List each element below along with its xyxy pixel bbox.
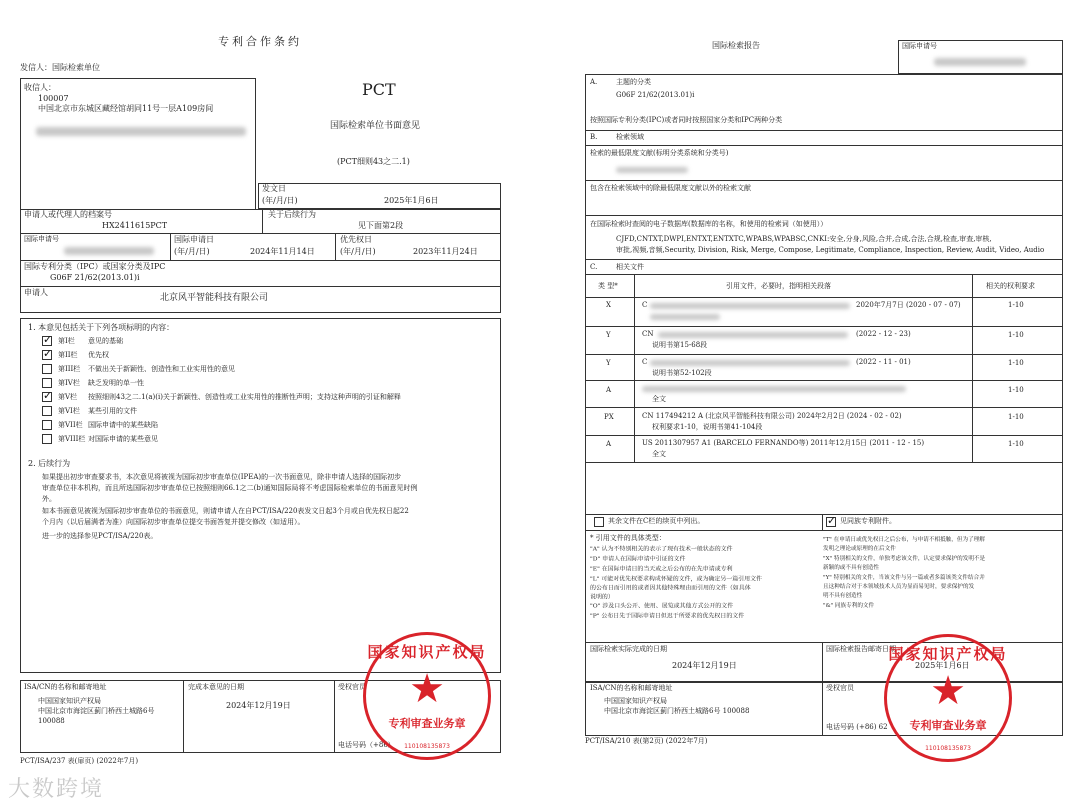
section-b-minimum: 检索的最低限度文献(标明分类系统和分类号) xyxy=(590,149,729,157)
item-code: 第III栏 xyxy=(58,365,81,373)
item-text: 国际申请中的某些缺陷 xyxy=(88,421,158,429)
item-code: 第VII栏 xyxy=(58,421,83,429)
isa-label: ISA/CN的名称和邮寄地址 xyxy=(24,683,107,691)
redacted-app-number xyxy=(64,247,154,255)
section-b-title: 检索领域 xyxy=(616,133,644,141)
other-documents-label: 其余文件在C栏的续页中列出。 xyxy=(608,517,705,525)
table-row-type: Y xyxy=(606,359,611,367)
redacted-app-number xyxy=(934,58,1026,66)
patent-family-checkbox[interactable]: ✓ xyxy=(827,514,837,527)
section-c: C. xyxy=(590,263,598,271)
intl-app-label: 国际申请号 xyxy=(24,235,59,243)
ipc-value: G06F 21/62(2013.01)i xyxy=(50,273,140,282)
redacted-recipient xyxy=(36,127,246,136)
report-title: 国际检索报告 xyxy=(712,41,760,50)
table-row-citation: C xyxy=(642,301,648,309)
checkbox-item-2[interactable]: ✓ xyxy=(43,347,53,360)
phone: 电话号码（+86） xyxy=(338,741,395,749)
intl-app-label: 国际申请号 xyxy=(902,42,937,50)
table-row-type: A xyxy=(606,440,612,448)
redacted-citation xyxy=(642,386,906,392)
item-code: 第VIII栏 xyxy=(58,435,86,443)
redacted-citation xyxy=(650,314,720,320)
table-row-type: PX xyxy=(604,413,614,421)
section-b-database: 在国际检索时查阅的电子数据库(数据库的名称，和使用的检索词（如使用）） xyxy=(590,220,828,228)
item-text: 不做出关于新颖性、创造性和工业实用性的意见 xyxy=(88,365,235,373)
done-date-value: 2024年12月19日 xyxy=(226,701,291,710)
item-code: 第V栏 xyxy=(58,393,78,401)
isa-line: 中国国家知识产权局 xyxy=(604,697,667,705)
table-row-type: A xyxy=(606,386,612,394)
section2-paragraph: 外。 xyxy=(42,495,56,503)
item-text: 按照细则43之二.1(a)(i)关于新颖性、创造性或工业实用性的推断性声明；支持这种声明的引证和解释 xyxy=(88,393,401,401)
table-row-passage: 说明书第52-102段 xyxy=(652,369,712,377)
section-a-title: 主题的分类 xyxy=(616,78,651,86)
intl-date-format: (年/月/日) xyxy=(174,247,210,256)
section2-paragraph: 如本书面意见被视为国际初步审查单位的书面意见，则请申请人在自PCT/ISA/220表发文日起3个月或自优先权日起22 xyxy=(42,507,409,515)
table-row-citation: (2022 - 11 - 01) xyxy=(856,358,911,366)
opinion-title: 国际检索单位书面意见 xyxy=(330,121,421,131)
section2-paragraph: 如果提出初步审查要求书，本次意见将被视为国际初步审查单位(IPEA)的一次书面意见，除非申请人选择的国际初步 xyxy=(42,473,402,481)
item-code: 第I栏 xyxy=(58,337,75,345)
note-right: "Y" 特别相关的文件，当该文件与另一篇或者多篇该类文件结合并 xyxy=(823,574,985,581)
item-text: 对国际申请的某些意见 xyxy=(88,435,158,443)
rule-ref: (PCT细则43之二.1) xyxy=(337,157,410,166)
other-documents-checkbox[interactable] xyxy=(594,517,604,527)
redacted-citation xyxy=(658,332,848,338)
item-code: 第VI栏 xyxy=(58,407,80,415)
table-row-passage: 说明书第15-68段 xyxy=(652,341,708,349)
table-row-passage: 全文 xyxy=(652,450,666,458)
redacted-classification xyxy=(616,167,688,173)
note-right: 明不具有创造性 xyxy=(823,592,863,599)
isa-label: ISA/CN的名称和邮寄地址 xyxy=(590,684,673,692)
column-claims: 相关的权利要求 xyxy=(986,282,1035,290)
ipc-label: 国际专利分类（IPC）或国家分类及IPC xyxy=(24,262,166,271)
section-b-terms: 审批,视频,音频,Security, Division, Risk, Merge, Compose, Legitimate, Compliance, Inspection, Review, Audit, Video, Audio xyxy=(616,246,1045,254)
table-row-citation: CN xyxy=(642,330,654,338)
intl-date-value: 2024年11月14日 xyxy=(250,247,315,256)
redacted-citation xyxy=(650,303,850,309)
notes-title: * 引用文件的具体类型： xyxy=(590,534,666,542)
note-right: "T" 在申请日或优先权日之后公布，与申请不相抵触，但为了理解 xyxy=(823,536,985,543)
checkbox-item-5[interactable]: ✓ xyxy=(43,389,53,402)
note-right: "X" 特别相关的文件，单独考虑该文件，认定要求保护的发明不是 xyxy=(823,555,986,562)
isa-line: 中国北京市海淀区蓟门桥西土城路6号 100088 xyxy=(604,707,750,715)
table-row-claims: 1-10 xyxy=(1008,359,1024,367)
section-a-note: 按照国际专利分类(IPC)或者同时按照国家分类和IPC两种分类 xyxy=(590,116,783,124)
mail-date-label: 国际检索报告邮寄日期 xyxy=(826,645,896,653)
section-b-other: 包含在检索领域中的除最低限度文献以外的检索文献 xyxy=(590,184,751,192)
isa-line: 中国北京市海淀区蓟门桥西土城路6号 xyxy=(38,707,155,715)
item-code: 第IV栏 xyxy=(58,379,80,387)
checkbox-item-7[interactable] xyxy=(42,420,52,430)
priority-format: (年/月/日) xyxy=(340,247,376,256)
send-date-format: (年/月/日) xyxy=(262,196,298,205)
checkbox-item-3[interactable] xyxy=(42,364,52,374)
priority-label: 优先权日 xyxy=(340,235,372,244)
page-title: 专利合作条约 xyxy=(218,35,302,48)
table-row-citation: US 2011307957 A1 (BARCELO FERNANDO等) 2011年12月15日 (2011 - 12 - 15) xyxy=(642,439,925,447)
table-row-type: X xyxy=(606,301,611,309)
sender: 发信人：国际检索单位 xyxy=(20,63,100,72)
section-a: A. xyxy=(590,78,598,86)
table-row-type: Y xyxy=(606,331,611,339)
column-citation: 引用文件，必要时，指明相关段落 xyxy=(726,282,831,290)
note-left: "D" 申请人在国际申请中引证的文件 xyxy=(590,555,686,562)
officer-label: 受权官员 xyxy=(826,684,854,692)
item-text: 意见的基础 xyxy=(88,337,123,345)
right-page xyxy=(540,0,1080,810)
section-a-ipc: G06F 21/62(2013.01)i xyxy=(616,91,695,99)
table-row-claims: 1-10 xyxy=(1008,386,1024,394)
table-row-passage: 全文 xyxy=(652,395,666,403)
isa-line: 中国国家知识产权局 xyxy=(38,697,101,705)
checkbox-item-4[interactable] xyxy=(42,378,52,388)
note-left: "O" 涉及口头公开、使用、展览或其他方式公开的文件 xyxy=(590,602,734,609)
priority-value: 2023年11月24日 xyxy=(413,247,478,256)
isa-line: 100088 xyxy=(38,717,65,725)
official-seal: 国家知识产权局 ★ 专利审查业务章 110108135873 xyxy=(363,632,491,760)
official-seal: 国家知识产权局 ★ 专利审查业务章 110108135873 xyxy=(884,634,1012,762)
table-row-claims: 1-10 xyxy=(1008,331,1024,339)
recipient-address: 中国北京市东城区藏经馆胡同11号一层A109房间 xyxy=(38,104,214,113)
ref-label: 申请人或代理人的档案号 xyxy=(24,210,112,219)
done-date-label: 国际检索实际完成的日期 xyxy=(590,645,667,653)
note-left: "P" 公布日先于国际申请日但迟于所要求的优先权日的文件 xyxy=(590,612,745,619)
item-text: 优先权 xyxy=(88,351,109,359)
form-footer: PCT/ISA/237 表(扉页) (2022年7月) xyxy=(20,757,139,765)
table-row-citation: C xyxy=(642,358,648,366)
send-date-label: 发文日 xyxy=(262,184,286,193)
item-text: 缺乏发明的单一性 xyxy=(88,379,144,387)
table-row-citation: 2020年7月7日 (2020 - 07 - 07) xyxy=(856,301,961,309)
section2-title: 2. 后续行为 xyxy=(28,459,71,468)
item-code: 第II栏 xyxy=(58,351,78,359)
section2-paragraph: 审查单位非本机构，而且所选国际初步审查单位已按照细则66.1之二(b)通知国际局将不考虑国际检索单位的书面意见时例 xyxy=(42,484,418,492)
section2-paragraph: 进一步的选择参见PCT/ISA/220表。 xyxy=(42,532,158,540)
recipient-label: 收信人： xyxy=(24,83,56,92)
table-row-claims: 1-10 xyxy=(1008,440,1024,448)
section1-title: 1. 本意见包括关于下列各项标明的内容： xyxy=(28,323,175,332)
checkbox-item-8[interactable] xyxy=(42,434,52,444)
pct-mark: PCT xyxy=(362,80,396,99)
table-row-claims: 1-10 xyxy=(1008,413,1024,421)
section-b: B. xyxy=(590,133,598,141)
note-right: 新颖的或不具有创造性 xyxy=(823,564,879,571)
recipient-zip: 100007 xyxy=(38,94,69,103)
table-row-passage: 权利要求1-10，说明书第41-104段 xyxy=(652,423,763,431)
followup-value: 见下面第2段 xyxy=(358,221,404,230)
item-text: 某些引用的文件 xyxy=(88,407,137,415)
note-left: "E" 在国际申请日的当天或之后公布的在先申请或专利 xyxy=(590,565,733,572)
table-row-claims: 1-10 xyxy=(1008,301,1024,309)
note-left: "A" 认为不特别相关的表示了现有技术一般状态的文件 xyxy=(590,545,733,552)
phone: 电话号码 (+86) 62 xyxy=(826,723,888,731)
star-icon: ★ xyxy=(409,666,445,712)
officer-label: 受权官员 xyxy=(338,683,366,691)
patent-family-label: 见同族专利附件。 xyxy=(840,517,896,525)
section-b-terms: CJFD,CNTXT,DWPI,ENTXT,ENTXTC,WPABS,WPABSC,CNKI:安全,分身,风险,合并,合成,合法,合规,检查,审查,审核, xyxy=(616,235,992,243)
note-right: 且这种结合对于本领域技术人员为显而易见时，要求保护的发 xyxy=(823,583,975,590)
table-row-citation: (2022 - 12 - 23) xyxy=(856,330,911,338)
star-icon: ★ xyxy=(930,668,966,714)
note-left: 说明的） xyxy=(590,593,614,600)
note-left: "L" 可能对优先权要求构成怀疑的文件，或为确定另一篇引用文件 xyxy=(590,575,762,582)
section-c-title: 相关文件 xyxy=(616,263,644,271)
note-right: "&" 同族专利的文件 xyxy=(823,602,875,609)
followup-label: 关于后续行为 xyxy=(268,210,316,219)
watermark: 大数跨境 xyxy=(8,777,105,802)
send-date-value: 2025年1月6日 xyxy=(384,196,439,205)
note-left: 的公布日而引用的或者因其他特殊理由而引用的文件（如具体 xyxy=(590,584,751,591)
mail-date-value: 2025年1月6日 xyxy=(915,661,970,670)
ref-value: HX2411615PCT xyxy=(102,221,168,230)
done-date-label: 完成本意见的日期 xyxy=(188,683,244,691)
applicant-value: 北京风平智能科技有限公司 xyxy=(160,293,269,303)
form-footer: PCT/ISA/210 表(第2页) (2022年7月) xyxy=(585,737,708,745)
intl-date-label: 国际申请日 xyxy=(174,235,214,244)
checkbox-item-6[interactable] xyxy=(42,406,52,416)
done-date-value: 2024年12月19日 xyxy=(672,661,737,670)
section2-paragraph: 个月内（以后届满者为准）向国际初步审查单位提交书面答复并提交修改（如适用）。 xyxy=(42,518,305,526)
note-right: 发明之理论或原理的在后文件 xyxy=(823,545,896,552)
redacted-citation xyxy=(650,360,850,366)
column-type: 类 型* xyxy=(598,282,618,290)
checkbox-item-1[interactable]: ✓ xyxy=(43,333,53,346)
applicant-label: 申请人 xyxy=(24,288,48,297)
table-row-citation: CN 117494212 A (北京风平智能科技有限公司) 2024年2月2日 (2024 - 02 - 02) xyxy=(642,412,902,420)
